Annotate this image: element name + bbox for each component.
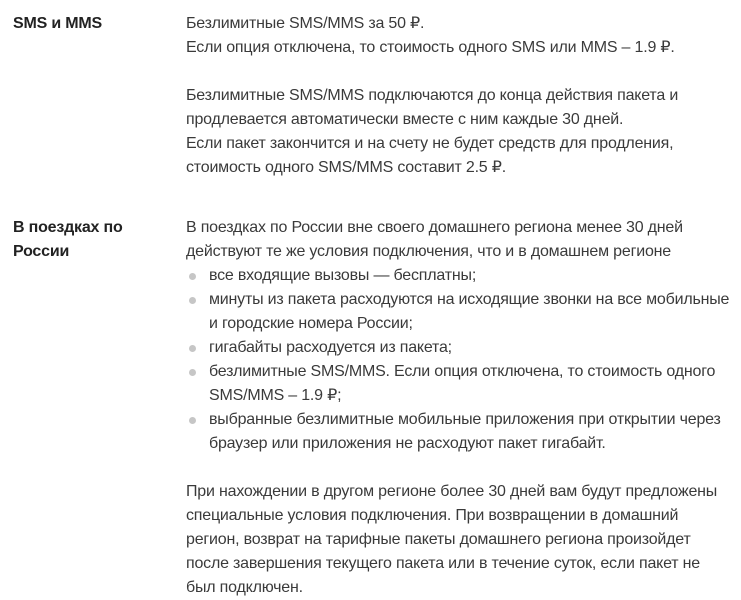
travel-intro-paragraph: В поездках по России вне своего домашнего региона менее 30 дней действуют те же условия подключения, что и в домашнем регионе [186,219,683,260]
travel-conditions-list [186,264,733,456]
section-sms-mms-content [186,12,733,180]
section-travel-russia-content [186,216,733,600]
section-travel-russia-label: В поездках по России [13,219,123,260]
section-sms-mms-label: SMS и MMS [13,15,102,32]
list-item: безлимитные SMS/MMS. Если опция отключена, то стоимость одного SMS/MMS – 1.9 ₽; [186,360,733,408]
section-sms-mms [13,12,733,180]
travel-outro-paragraph: При нахождении в другом регионе более 30 дней вам будут предложены специальные условия подключения. При возвращении в домашний регион, возврат на тарифные пакеты домашнего региона произойдет после завершения текущего пакета или в течение суток, если пакет не был подключен. [186,483,718,596]
text-line: Безлимитные SMS/MMS подключаются до конца действия пакета и продлевается автоматически вместе с ним каждые 30 дней. [186,87,679,128]
text-line: Безлимитные SMS/MMS за 50 ₽. [186,15,425,32]
sms-price-paragraph [186,12,733,60]
list-item: все входящие вызовы — бесплатны; [186,264,733,288]
sms-renewal-paragraph [186,84,733,180]
section-travel-russia [13,216,733,600]
list-item: выбранные безлимитные мобильные приложения при открытии через браузер или приложения не расходуют пакет гигабайт. [186,408,733,456]
text-line: Если пакет закончится и на счету не будет средств для продления, стоимость одного SMS/MMS составит 2.5 ₽. [186,135,674,176]
list-item: гигабайты расходуется из пакета; [186,336,733,360]
text-line: Если опция отключена, то стоимость одного SMS или MMS – 1.9 ₽. [186,39,675,56]
list-item: минуты из пакета расходуются на исходящие звонки на все мобильные и городские номера России; [186,288,733,336]
